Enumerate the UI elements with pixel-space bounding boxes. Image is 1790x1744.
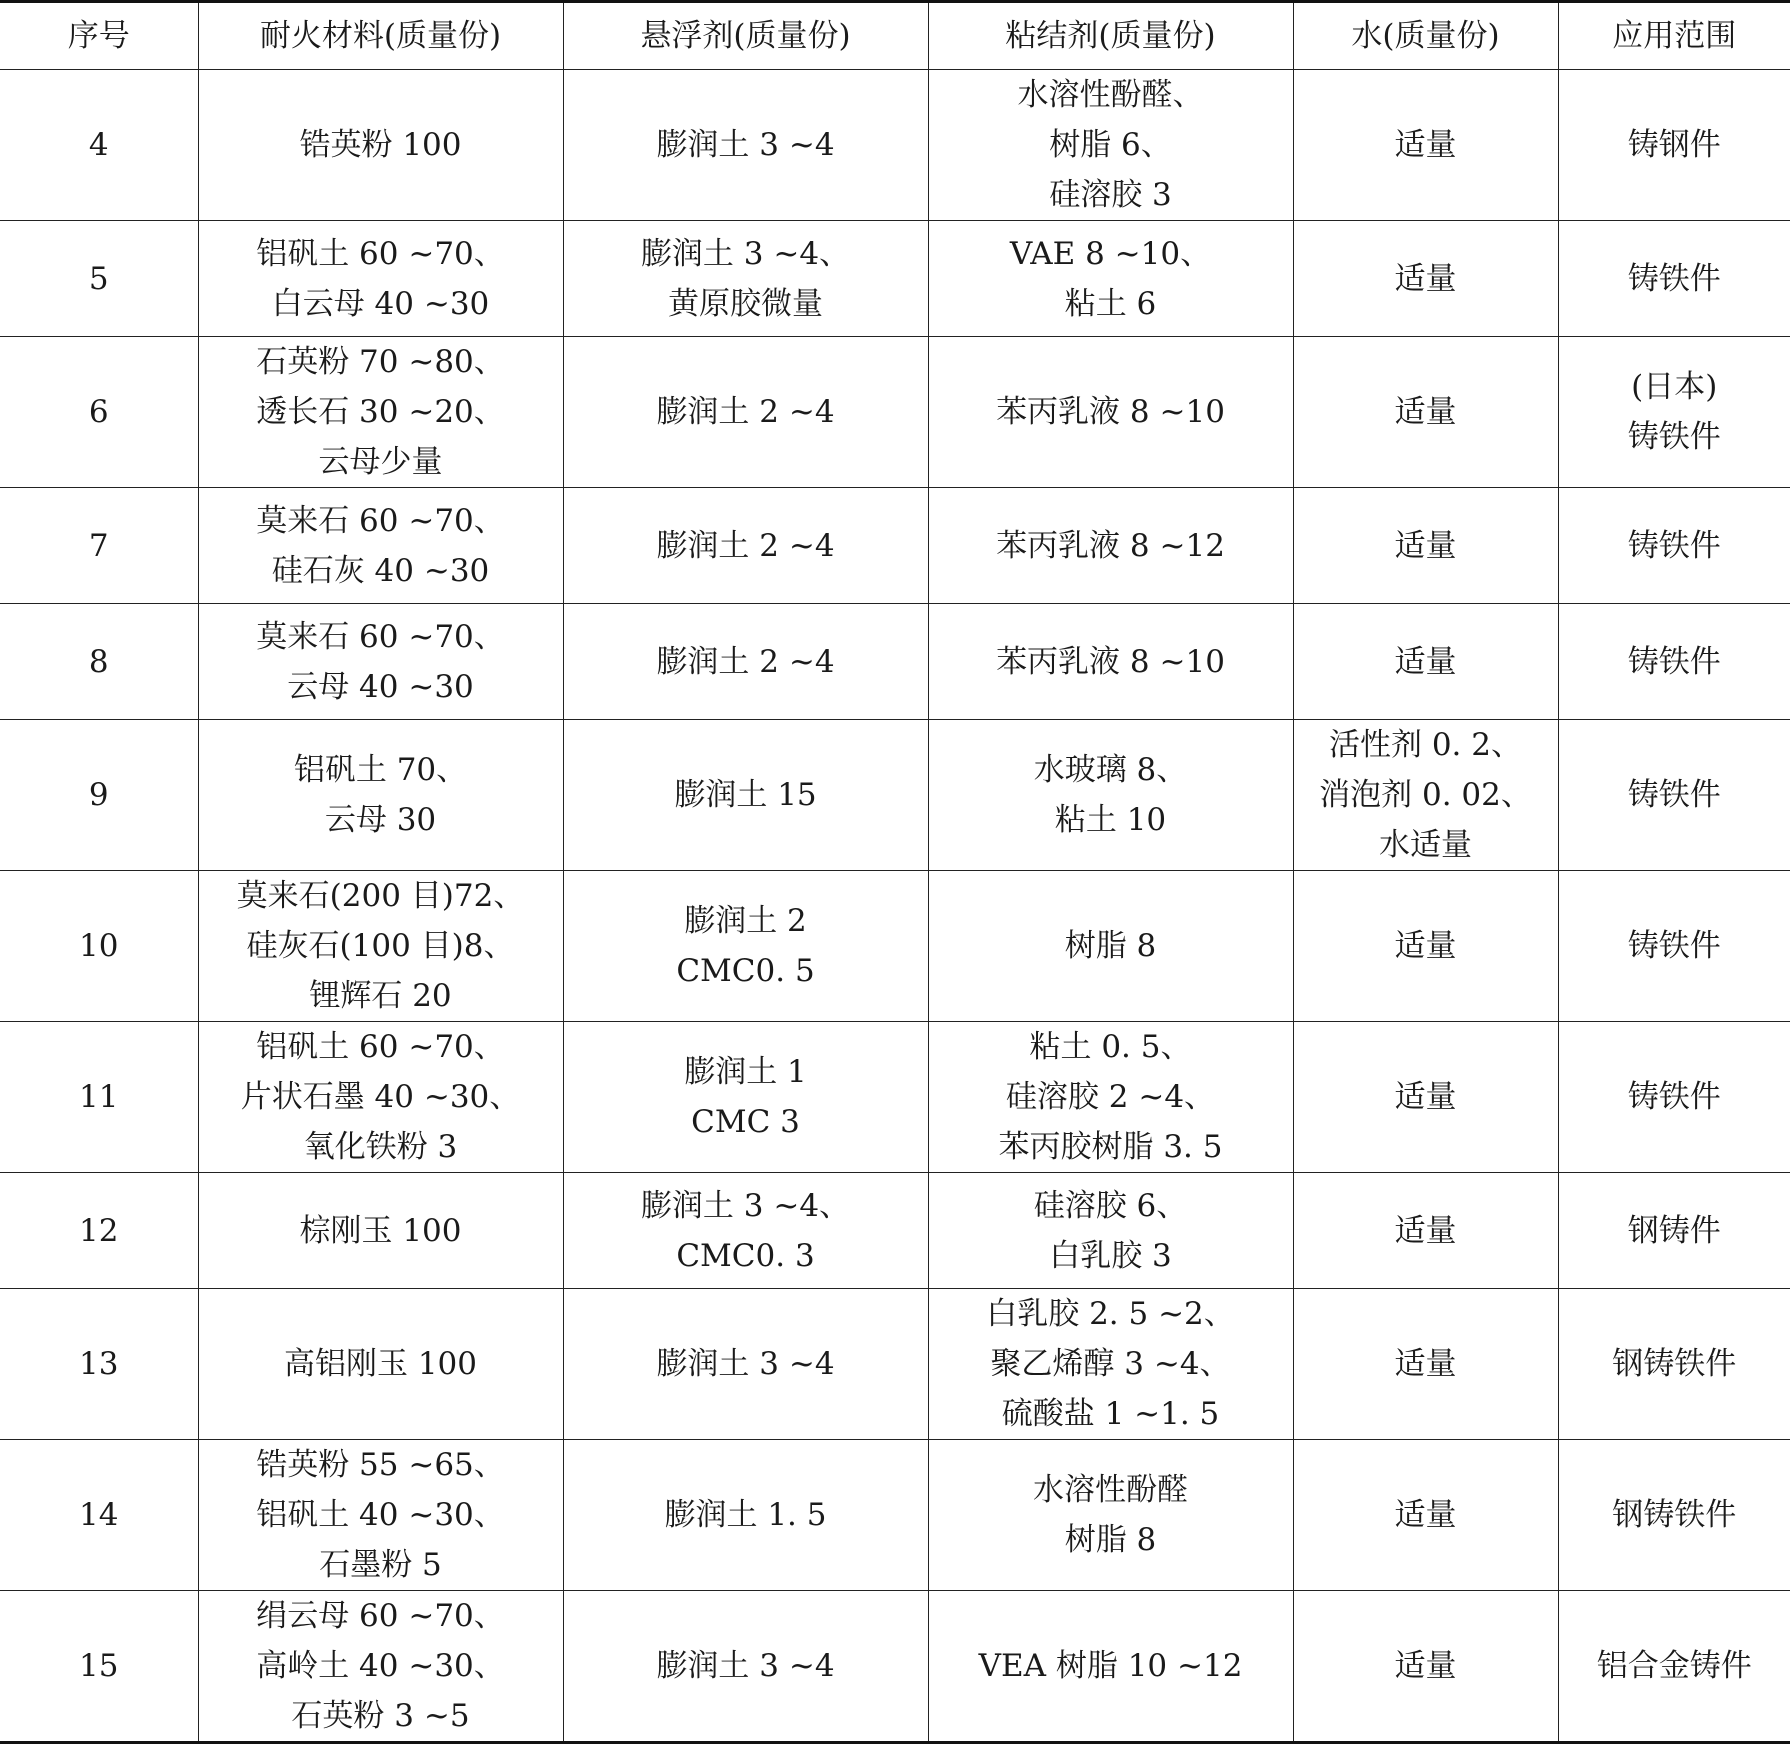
binder-cell xyxy=(928,871,1293,1022)
table-row xyxy=(0,604,1790,720)
refractory-cell-line: 石墨粉 5 xyxy=(319,1547,442,1583)
application-cell xyxy=(1558,871,1790,1022)
header-cell-refractory: 耐火材料(质量份) xyxy=(198,2,563,70)
index-cell: 15 xyxy=(0,1591,198,1743)
refractory-cell-line: 锂辉石 20 xyxy=(309,978,452,1014)
binder-cell-line: 粘土 6 xyxy=(1064,285,1157,322)
refractory-cell-line: 高岭土 40 ~30、 xyxy=(256,1648,505,1684)
refractory-cell-line: 莫来石 60 ~70、 xyxy=(256,502,505,539)
header-cell-binder: 粘结剂(质量份) xyxy=(928,2,1293,70)
suspending-agent-cell-line: 膨润土 3 ~4、 xyxy=(640,1187,851,1224)
index-cell: 10 xyxy=(0,871,198,1022)
binder-cell-line: 粘土 0. 5、 xyxy=(1029,1029,1192,1065)
refractory-cell xyxy=(198,221,563,337)
index-cell: 11 xyxy=(0,1022,198,1173)
refractory-cell-line: 棕刚玉 100 xyxy=(299,1212,462,1249)
refractory-cell-line: 铝矾土 60 ~70、 xyxy=(256,235,505,272)
refractory-cell-line: 锆英粉 55 ~65、 xyxy=(256,1447,505,1483)
suspending-agent-cell xyxy=(563,871,928,1022)
refractory-cell xyxy=(198,871,563,1022)
refractory-cell-line: 硅石灰 40 ~30 xyxy=(271,552,490,589)
table-row xyxy=(0,337,1790,488)
table-row xyxy=(0,1173,1790,1289)
refractory-cell-line: 硅灰石(100 目)8、 xyxy=(246,928,515,964)
index-cell: 14 xyxy=(0,1440,198,1591)
binder-cell-line: 水溶性酚醛、 xyxy=(1017,77,1204,113)
binder-cell-line: 白乳胶 3 xyxy=(1049,1237,1172,1274)
water-cell xyxy=(1293,1591,1558,1743)
binder-cell-line: 聚乙烯醇 3 ~4、 xyxy=(990,1346,1231,1382)
binder-cell xyxy=(928,1289,1293,1440)
suspending-agent-cell-line: 膨润土 3 ~4、 xyxy=(640,235,851,272)
suspending-agent-cell xyxy=(563,488,928,604)
suspending-agent-cell-line: 膨润土 2 ~4 xyxy=(656,394,835,430)
binder-cell-line: 树脂 6、 xyxy=(1049,127,1172,163)
refractory-cell xyxy=(198,720,563,871)
refractory-cell-line: 莫来石 60 ~70、 xyxy=(256,618,505,655)
binder-cell-line: 白乳胶 2. 5 ~2、 xyxy=(986,1296,1235,1332)
water-cell-line: 适量 xyxy=(1394,928,1457,964)
suspending-agent-cell xyxy=(563,337,928,488)
binder-cell-line: VAE 8 ~10、 xyxy=(1009,235,1212,272)
water-cell-line: 适量 xyxy=(1394,1497,1457,1533)
binder-cell-line: 水玻璃 8、 xyxy=(1033,752,1188,788)
suspending-agent-cell xyxy=(563,70,928,221)
application-cell-line: 铸钢件 xyxy=(1627,127,1721,163)
refractory-cell-line: 透长石 30 ~20、 xyxy=(256,394,505,430)
suspending-agent-cell-line: CMC0. 3 xyxy=(676,1237,815,1274)
header-cell-application: 应用范围 xyxy=(1558,2,1790,70)
suspending-agent-cell-line: 膨润土 3 ~4 xyxy=(656,1648,835,1684)
binder-cell-line: 苯丙乳液 8 ~10 xyxy=(996,643,1225,680)
index-cell: 4 xyxy=(0,70,198,221)
suspending-agent-cell-line: 膨润土 2 ~4 xyxy=(656,643,835,680)
water-cell xyxy=(1293,1289,1558,1440)
application-cell-line: 铸铁件 xyxy=(1627,527,1721,564)
water-cell-line: 活性剂 0. 2、 xyxy=(1328,727,1522,763)
binder-cell-line: 树脂 8 xyxy=(1064,1522,1157,1558)
water-cell-line: 适量 xyxy=(1394,260,1457,297)
suspending-agent-cell xyxy=(563,1289,928,1440)
refractory-cell-line: 云母少量 xyxy=(318,444,443,480)
suspending-agent-cell xyxy=(563,1591,928,1743)
binder-cell-line: 苯丙胶树脂 3. 5 xyxy=(998,1129,1223,1165)
table-row xyxy=(0,871,1790,1022)
refractory-cell-line: 云母 30 xyxy=(324,802,437,838)
water-cell-line: 适量 xyxy=(1394,1079,1457,1115)
suspending-agent-cell-line: CMC0. 5 xyxy=(676,953,815,989)
water-cell xyxy=(1293,720,1558,871)
water-cell-line: 适量 xyxy=(1394,127,1457,163)
refractory-cell-line: 云母 40 ~30 xyxy=(287,668,474,705)
binder-cell xyxy=(928,1440,1293,1591)
refractory-cell xyxy=(198,1440,563,1591)
refractory-cell-line: 铝矾土 70、 xyxy=(293,752,468,788)
binder-cell xyxy=(928,1173,1293,1289)
application-cell xyxy=(1558,488,1790,604)
application-cell-line: 钢铸铁件 xyxy=(1612,1497,1737,1533)
binder-cell-line: 硫酸盐 1 ~1. 5 xyxy=(1001,1396,1220,1432)
header-cell-water: 水(质量份) xyxy=(1293,2,1558,70)
refractory-cell-line: 绢云母 60 ~70、 xyxy=(256,1598,505,1634)
refractory-cell xyxy=(198,337,563,488)
water-cell-line: 水适量 xyxy=(1379,827,1472,863)
application-cell-line: 铸铁件 xyxy=(1627,419,1721,455)
water-cell xyxy=(1293,70,1558,221)
binder-cell-line: 苯丙乳液 8 ~10 xyxy=(996,394,1225,430)
water-cell xyxy=(1293,221,1558,337)
refractory-cell-line: 石英粉 70 ~80、 xyxy=(256,344,505,380)
table-row xyxy=(0,221,1790,337)
binder-cell-line: 树脂 8 xyxy=(1064,928,1157,964)
application-cell xyxy=(1558,1173,1790,1289)
index-cell: 9 xyxy=(0,720,198,871)
binder-cell-line: VEA 树脂 10 ~12 xyxy=(978,1648,1243,1684)
table-row xyxy=(0,1440,1790,1591)
suspending-agent-cell xyxy=(563,1022,928,1173)
binder-cell xyxy=(928,604,1293,720)
suspending-agent-cell-line: 膨润土 3 ~4 xyxy=(656,127,835,163)
refractory-cell xyxy=(198,1591,563,1743)
index-cell: 5 xyxy=(0,221,198,337)
application-cell-line: 钢铸件 xyxy=(1627,1212,1721,1249)
refractory-cell xyxy=(198,604,563,720)
refractory-cell xyxy=(198,1289,563,1440)
suspending-agent-cell-line: 膨润土 15 xyxy=(674,777,817,813)
water-cell-line: 适量 xyxy=(1394,643,1457,680)
suspending-agent-cell-line: CMC 3 xyxy=(691,1104,800,1140)
index-cell: 13 xyxy=(0,1289,198,1440)
index-cell: 6 xyxy=(0,337,198,488)
refractory-cell-line: 铝矾土 40 ~30、 xyxy=(256,1497,505,1533)
refractory-cell-line: 铝矾土 60 ~70、 xyxy=(256,1029,505,1065)
binder-cell-line: 苯丙乳液 8 ~12 xyxy=(996,527,1225,564)
header-cell-suspending-agent: 悬浮剂(质量份) xyxy=(563,2,928,70)
application-cell-line: 钢铸铁件 xyxy=(1612,1346,1737,1382)
suspending-agent-cell xyxy=(563,221,928,337)
application-cell-line: 铸铁件 xyxy=(1627,643,1721,680)
water-cell-line: 适量 xyxy=(1394,1648,1457,1684)
binder-cell xyxy=(928,1591,1293,1743)
application-cell xyxy=(1558,1289,1790,1440)
index-cell: 7 xyxy=(0,488,198,604)
refractory-cell-line: 高铝刚玉 100 xyxy=(283,1346,478,1382)
suspending-agent-cell-line: 膨润土 2 xyxy=(684,903,807,939)
binder-cell xyxy=(928,488,1293,604)
suspending-agent-cell-line: 膨润土 3 ~4 xyxy=(656,1346,835,1382)
refractory-cell xyxy=(198,1173,563,1289)
water-cell-line: 适量 xyxy=(1394,527,1457,564)
application-cell xyxy=(1558,1022,1790,1173)
application-cell xyxy=(1558,1440,1790,1591)
suspending-agent-cell-line: 膨润土 1 xyxy=(684,1054,807,1090)
refractory-cell-line: 莫来石(200 目)72、 xyxy=(236,878,525,914)
suspending-agent-cell-line: 黄原胶微量 xyxy=(668,285,823,322)
header-row xyxy=(0,2,1790,70)
index-cell: 12 xyxy=(0,1173,198,1289)
application-cell-line: 铝合金铸件 xyxy=(1596,1648,1752,1684)
refractory-cell xyxy=(198,70,563,221)
application-cell xyxy=(1558,221,1790,337)
water-cell xyxy=(1293,871,1558,1022)
water-cell-line: 消泡剂 0. 02、 xyxy=(1319,777,1532,813)
application-cell xyxy=(1558,720,1790,871)
water-cell-line: 适量 xyxy=(1394,1346,1457,1382)
table-row xyxy=(0,720,1790,871)
application-cell-line: 铸铁件 xyxy=(1627,928,1721,964)
binder-cell xyxy=(928,70,1293,221)
water-cell xyxy=(1293,488,1558,604)
table-row xyxy=(0,488,1790,604)
water-cell xyxy=(1293,1173,1558,1289)
water-cell xyxy=(1293,1440,1558,1591)
binder-cell xyxy=(928,221,1293,337)
refractory-cell xyxy=(198,488,563,604)
table-body xyxy=(0,70,1790,1743)
refractory-cell-line: 锆英粉 100 xyxy=(299,127,462,163)
application-cell-line: 铸铁件 xyxy=(1627,777,1721,813)
table-row xyxy=(0,1022,1790,1173)
index-cell: 8 xyxy=(0,604,198,720)
water-cell-line: 适量 xyxy=(1394,394,1457,430)
binder-cell-line: 硅溶胶 6、 xyxy=(1033,1187,1188,1224)
suspending-agent-cell xyxy=(563,720,928,871)
binder-cell-line: 粘土 10 xyxy=(1054,802,1167,838)
table-header xyxy=(0,2,1790,70)
table-row xyxy=(0,1289,1790,1440)
water-cell xyxy=(1293,337,1558,488)
binder-cell-line: 硅溶胶 2 ~4、 xyxy=(1005,1079,1216,1115)
table-row xyxy=(0,70,1790,221)
binder-cell-line: 硅溶胶 3 xyxy=(1049,177,1172,213)
binder-cell xyxy=(928,337,1293,488)
refractory-cell-line: 片状石墨 40 ~30、 xyxy=(240,1079,521,1115)
binder-cell xyxy=(928,720,1293,871)
water-cell-line: 适量 xyxy=(1394,1212,1457,1249)
application-cell xyxy=(1558,337,1790,488)
suspending-agent-cell-line: 膨润土 2 ~4 xyxy=(656,527,835,564)
application-cell-line: (日本) xyxy=(1631,369,1718,405)
refractory-cell-line: 氧化铁粉 3 xyxy=(303,1129,458,1165)
water-cell xyxy=(1293,604,1558,720)
refractory-cell-line: 石英粉 3 ~5 xyxy=(291,1698,470,1734)
refractory-cell-line: 白云母 40 ~30 xyxy=(271,285,490,322)
application-cell xyxy=(1558,604,1790,720)
application-cell-line: 铸铁件 xyxy=(1627,260,1721,297)
suspending-agent-cell-line: 膨润土 1. 5 xyxy=(664,1497,827,1533)
suspending-agent-cell xyxy=(563,1173,928,1289)
water-cell xyxy=(1293,1022,1558,1173)
suspending-agent-cell xyxy=(563,1440,928,1591)
application-cell xyxy=(1558,70,1790,221)
binder-cell xyxy=(928,1022,1293,1173)
header-cell-index: 序号 xyxy=(0,2,198,70)
refractory-cell xyxy=(198,1022,563,1173)
application-cell xyxy=(1558,1591,1790,1743)
application-cell-line: 铸铁件 xyxy=(1627,1079,1721,1115)
binder-cell-line: 水溶性酚醛 xyxy=(1033,1472,1188,1508)
table-row xyxy=(0,1591,1790,1743)
suspending-agent-cell xyxy=(563,604,928,720)
